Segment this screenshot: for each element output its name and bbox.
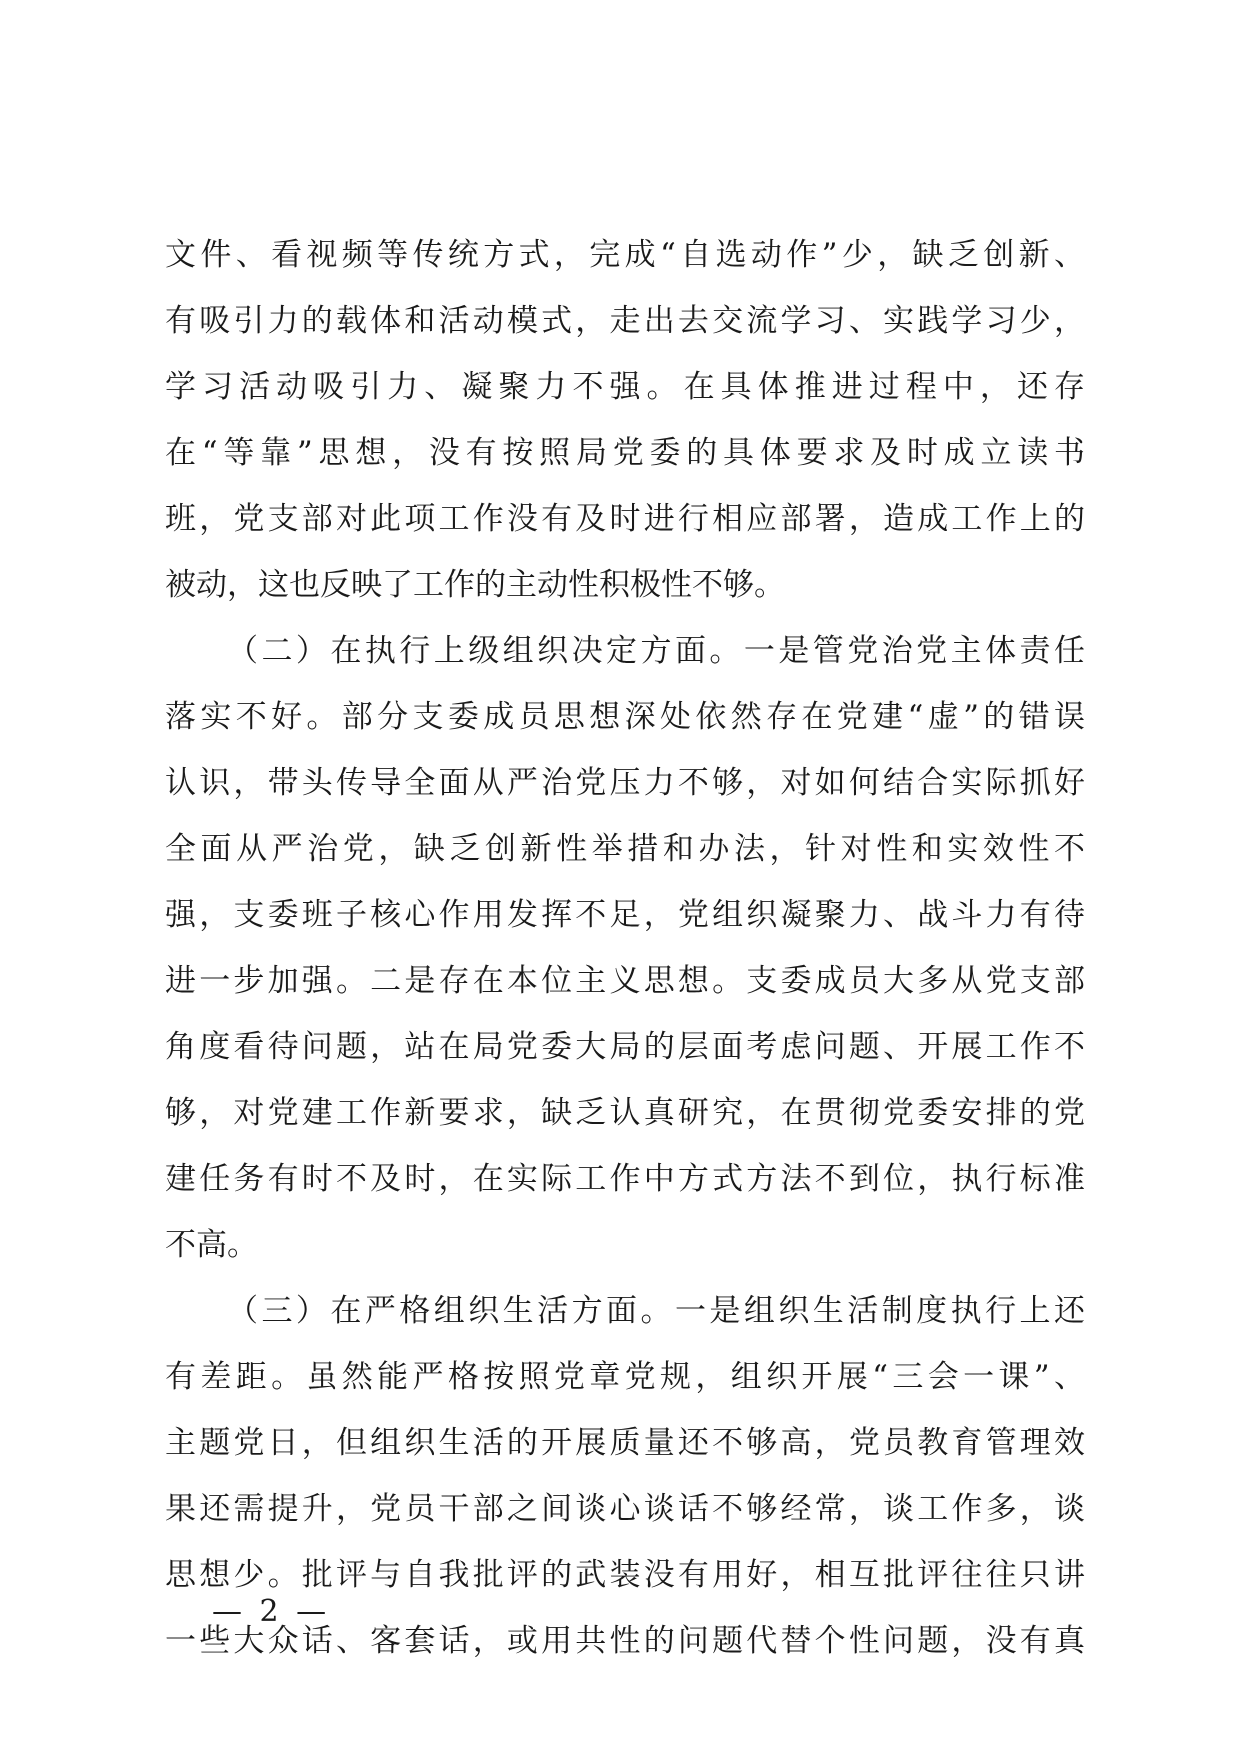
text-line: 强，支委班子核心作用发挥不足，党组织凝聚力、战斗力有待: [165, 897, 1085, 933]
text-line: 学习活动吸引力、凝聚力不强。在具体推进过程中，还存: [165, 369, 1085, 405]
paragraph-2: [165, 618, 1085, 1278]
paragraph-1: [165, 222, 1085, 618]
text-line: 够，对党建工作新要求，缺乏认真研究，在贯彻党委安排的党: [165, 1095, 1085, 1131]
text-line: 主题党日，但组织生活的开展质量还不够高，党员教育管理效: [165, 1425, 1085, 1461]
text-line: 文件、看视频等传统方式，完成“自选动作”少，缺乏创新、: [165, 237, 1085, 273]
text-line: 角度看待问题，站在局党委大局的层面考虑问题、开展工作不: [165, 1029, 1085, 1065]
text-line: 建任务有时不及时，在实际工作中方式方法不到位，执行标准: [165, 1161, 1085, 1197]
text-line: 果还需提升，党员干部之间谈心谈话不够经常，谈工作多，谈: [165, 1491, 1085, 1527]
text-line: 被动，这也反映了工作的主动性积极性不够。: [165, 567, 785, 603]
text-line: 在“等靠”思想，没有按照局党委的具体要求及时成立读书: [165, 435, 1085, 471]
text-line: （二）在执行上级组织决定方面。一是管党治党主体责任: [227, 633, 1085, 669]
text-line: 认识，带头传导全面从严治党压力不够，对如何结合实际抓好: [165, 765, 1085, 801]
text-line: 全面从严治党，缺乏创新性举措和办法，针对性和实效性不: [165, 831, 1085, 867]
text-line: 班，党支部对此项工作没有及时进行相应部署，造成工作上的: [165, 501, 1085, 537]
text-line: 落实不好。部分支委成员思想深处依然存在党建“虚”的错误: [165, 699, 1085, 735]
page-number: — 2 —: [212, 1594, 331, 1629]
text-line: 进一步加强。二是存在本位主义思想。支委成员大多从党支部: [165, 963, 1085, 999]
text-line: 思想少。批评与自我批评的武装没有用好，相互批评往往只讲: [165, 1557, 1085, 1593]
text-line: 有差距。虽然能严格按照党章党规，组织开展“三会一课”、: [165, 1359, 1085, 1395]
text-line: （三）在严格组织生活方面。一是组织生活制度执行上还: [227, 1293, 1085, 1329]
text-line: 一些大众话、客套话，或用共性的问题代替个性问题，没有真: [165, 1623, 1085, 1659]
text-line: 有吸引力的载体和活动模式，走出去交流学习、实践学习少，: [165, 303, 1085, 339]
body-text: [165, 222, 1085, 1674]
text-line: 不高。: [165, 1227, 258, 1263]
